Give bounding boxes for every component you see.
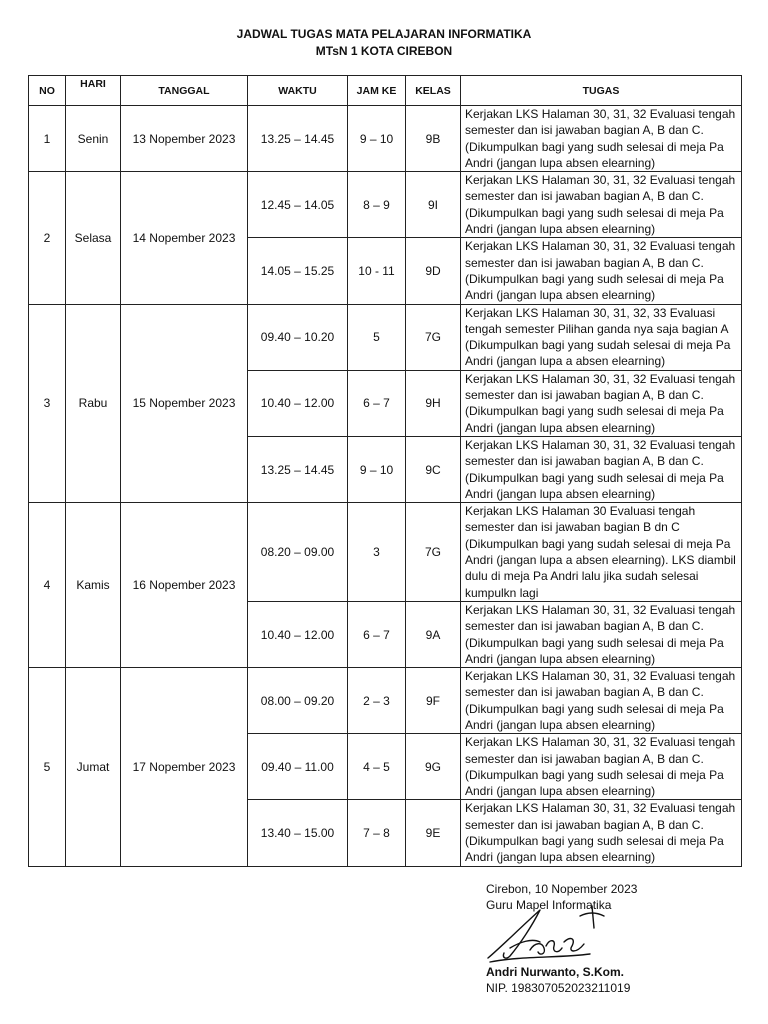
signature-name: Andri Nurwanto, S.Kom. bbox=[486, 965, 624, 979]
cell-jam-ke: 10 - 11 bbox=[348, 238, 406, 304]
cell-tugas: Kerjakan LKS Halaman 30, 31, 32 Evaluasi tengah semester dan isi jawaban bagian A, B dan C. (Dikumpulkan bagi yang sudh selesai di meja Pa Andri (jangan lupa absen elearning) bbox=[461, 172, 742, 238]
cell-waktu: 08.00 – 09.20 bbox=[248, 668, 348, 734]
cell-jam-ke: 8 – 9 bbox=[348, 172, 406, 238]
cell-no: 3 bbox=[29, 304, 66, 503]
cell-tugas: Kerjakan LKS Halaman 30 Evaluasi tengah semester dan isi jawaban bagian B dn C (Dikumpulkan bagi yang sudah selesai di meja Pa Andri (jangan lupa a absen elearning). LKS diambil dulu di meja Pa Andri lalu jika sudah selesai kumpulkn lagi bbox=[461, 503, 742, 602]
cell-tanggal: 14 Nopember 2023 bbox=[121, 172, 248, 304]
cell-waktu: 10.40 – 12.00 bbox=[248, 370, 348, 436]
cell-waktu: 13.25 – 14.45 bbox=[248, 106, 348, 172]
cell-kelas: 9E bbox=[406, 800, 461, 866]
cell-waktu: 12.45 – 14.05 bbox=[248, 172, 348, 238]
cell-no: 4 bbox=[29, 503, 66, 668]
signature-nip: NIP. 198307052023211019 bbox=[486, 981, 631, 995]
cell-waktu: 14.05 – 15.25 bbox=[248, 238, 348, 304]
cell-tugas: Kerjakan LKS Halaman 30, 31, 32 Evaluasi tengah semester dan isi jawaban bagian A, B dan C. (Dikumpulkan bagi yang sudh selesai di meja Pa Andri (jangan lupa absen elearning) bbox=[461, 734, 742, 800]
column-header-waktu: WAKTU bbox=[248, 76, 348, 106]
cell-hari: Rabu bbox=[66, 304, 121, 503]
table-header-row bbox=[29, 76, 742, 106]
cell-kelas: 9G bbox=[406, 734, 461, 800]
cell-tugas: Kerjakan LKS Halaman 30, 31, 32, 33 Evaluasi tengah semester Pilihan ganda nya saja bagian A (Dikumpulkan bagi yang sudah selesai di meja Pa Andri (jangan lupa a absen elearning) bbox=[461, 304, 742, 370]
column-header-tugas: TUGAS bbox=[461, 76, 742, 106]
table-row bbox=[29, 106, 742, 172]
cell-tanggal: 13 Nopember 2023 bbox=[121, 106, 248, 172]
cell-hari: Senin bbox=[66, 106, 121, 172]
cell-kelas: 9C bbox=[406, 436, 461, 502]
cell-hari: Kamis bbox=[66, 503, 121, 668]
cell-kelas: 9B bbox=[406, 106, 461, 172]
cell-jam-ke: 3 bbox=[348, 503, 406, 602]
cell-jam-ke: 6 – 7 bbox=[348, 601, 406, 667]
cell-kelas: 7G bbox=[406, 304, 461, 370]
cell-tanggal: 15 Nopember 2023 bbox=[121, 304, 248, 503]
cell-tugas: Kerjakan LKS Halaman 30, 31, 32 Evaluasi tengah semester dan isi jawaban bagian A, B dan C. (Dikumpulkan bagi yang sudh selesai di meja Pa Andri (jangan lupa absen elearning) bbox=[461, 238, 742, 304]
cell-kelas: 9D bbox=[406, 238, 461, 304]
cell-no: 1 bbox=[29, 106, 66, 172]
cell-waktu: 09.40 – 10.20 bbox=[248, 304, 348, 370]
cell-no: 5 bbox=[29, 668, 66, 867]
cell-jam-ke: 9 – 10 bbox=[348, 436, 406, 502]
table-row bbox=[29, 668, 742, 734]
table-row bbox=[29, 172, 742, 238]
table-row bbox=[29, 304, 742, 370]
cell-tanggal: 17 Nopember 2023 bbox=[121, 668, 248, 867]
cell-jam-ke: 6 – 7 bbox=[348, 370, 406, 436]
cell-kelas: 9A bbox=[406, 601, 461, 667]
cell-tugas: Kerjakan LKS Halaman 30, 31, 32 Evaluasi tengah semester dan isi jawaban bagian A, B dan C. (Dikumpulkan bagi yang sudh selesai di meja Pa Andri (jangan lupa absen elearning) bbox=[461, 800, 742, 866]
schedule-table bbox=[28, 75, 742, 867]
column-header-no: NO bbox=[29, 76, 66, 106]
column-header-hari: HARI bbox=[66, 76, 121, 106]
column-header-jam-ke: JAM KE bbox=[348, 76, 406, 106]
cell-waktu: 09.40 – 11.00 bbox=[248, 734, 348, 800]
cell-jam-ke: 4 – 5 bbox=[348, 734, 406, 800]
signature-role: Guru Mapel Informatika bbox=[486, 898, 612, 912]
cell-no: 2 bbox=[29, 172, 66, 304]
column-header-kelas: KELAS bbox=[406, 76, 461, 106]
handwritten-signature-icon bbox=[480, 898, 610, 970]
cell-waktu: 13.40 – 15.00 bbox=[248, 800, 348, 866]
table-row bbox=[29, 503, 742, 602]
cell-tugas: Kerjakan LKS Halaman 30, 31, 32 Evaluasi tengah semester dan isi jawaban bagian A, B dan C. (Dikumpulkan bagi yang sudh selesai di meja Pa Andri (jangan lupa absen elearning) bbox=[461, 601, 742, 667]
cell-kelas: 9I bbox=[406, 172, 461, 238]
cell-hari: Selasa bbox=[66, 172, 121, 304]
cell-jam-ke: 9 – 10 bbox=[348, 106, 406, 172]
cell-kelas: 9F bbox=[406, 668, 461, 734]
cell-jam-ke: 2 – 3 bbox=[348, 668, 406, 734]
signature-place-date: Cirebon, 10 Nopember 2023 bbox=[486, 882, 638, 896]
cell-waktu: 08.20 – 09.00 bbox=[248, 503, 348, 602]
document-subtitle: MTsN 1 KOTA CIREBON bbox=[315, 44, 453, 58]
cell-waktu: 13.25 – 14.45 bbox=[248, 436, 348, 502]
cell-kelas: 9H bbox=[406, 370, 461, 436]
cell-waktu: 10.40 – 12.00 bbox=[248, 601, 348, 667]
cell-tugas: Kerjakan LKS Halaman 30, 31, 32 Evaluasi tengah semester dan isi jawaban bagian A, B dan C. (Dikumpulkan bagi yang sudh selesai di meja Pa Andri (jangan lupa absen elearning) bbox=[461, 370, 742, 436]
cell-tugas: Kerjakan LKS Halaman 30, 31, 32 Evaluasi tengah semester dan isi jawaban bagian A, B dan C. (Dikumpulkan bagi yang sudh selesai di meja Pa Andri (jangan lupa absen elearning) bbox=[461, 436, 742, 502]
column-header-tanggal: TANGGAL bbox=[121, 76, 248, 106]
document-title: JADWAL TUGAS MATA PELAJARAN INFORMATIKA bbox=[236, 27, 532, 41]
cell-tanggal: 16 Nopember 2023 bbox=[121, 503, 248, 668]
cell-tugas: Kerjakan LKS Halaman 30, 31, 32 Evaluasi tengah semester dan isi jawaban bagian A, B dan C. (Dikumpulkan bagi yang sudh selesai di meja Pa Andri (jangan lupa absen elearning) bbox=[461, 106, 742, 172]
cell-tugas: Kerjakan LKS Halaman 30, 31, 32 Evaluasi tengah semester dan isi jawaban bagian A, B dan C. (Dikumpulkan bagi yang sudh selesai di meja Pa Andri (jangan lupa absen elearning) bbox=[461, 668, 742, 734]
cell-jam-ke: 5 bbox=[348, 304, 406, 370]
cell-kelas: 7G bbox=[406, 503, 461, 602]
cell-hari: Jumat bbox=[66, 668, 121, 867]
cell-jam-ke: 7 – 8 bbox=[348, 800, 406, 866]
